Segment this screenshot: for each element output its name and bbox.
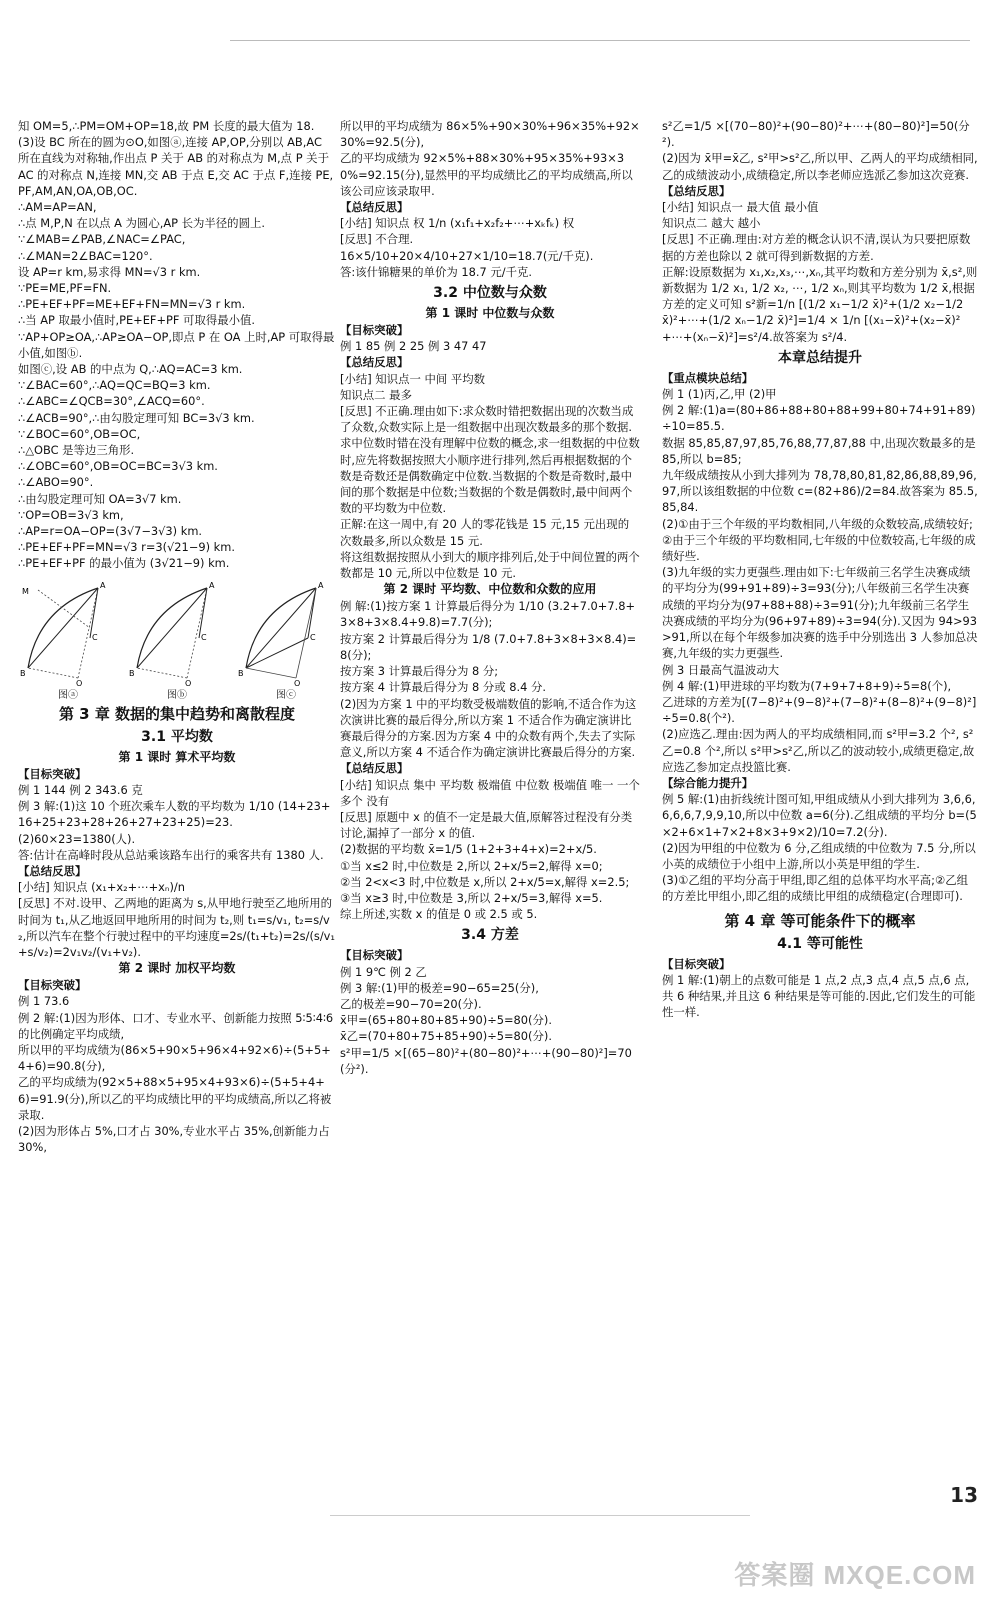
text-line: 例 2 解:(1)因为形体、口才、专业水平、创新能力按照 5∶5∶4∶6 的比例确定平均成绩,	[18, 1010, 334, 1041]
text-line: ∴∠ACB=90°,∴由勾股定理可知 BC=3√3 km.	[18, 410, 255, 425]
text-line: x̄甲=(65+80+80+85+90)÷5=80(分).	[340, 1013, 552, 1028]
section-tag: 【总结反思】	[340, 761, 409, 776]
text-line: ∴∠MAN=2∠BAC=120°.	[18, 248, 153, 263]
section-tag: 【综合能力提升】	[662, 775, 754, 790]
figure-a-diagram	[18, 578, 118, 686]
svg-text:A: A	[100, 580, 106, 590]
text-line: 正解:设原数据为 x₁,x₂,x₃,⋯,xₙ,其平均数和方差分别为 x̄,s²,则新数据为 1/2 x₁, 1/2 x₂, ⋯, 1/2 xₙ,则其平均数为 1/2 x̄,根据方差的定义可知 s²新=1/n [(1/2 x₁−1/2 x̄)²+(1/2 x₂−1/2 x̄)²+⋯+(1/2 xₙ−1/2 x̄)²]=1/4 × 1/n [(x₁−x̄)²+(x₂−x̄)²+⋯+(xₙ−x̄)²]=s²/4.故答案为 s²/4.	[662, 264, 978, 344]
text-line: ∴AM=AP=AN,	[18, 200, 97, 215]
section-3-1-title: 3.1 平均数	[141, 728, 213, 745]
text-line: (3)①乙组的平均分高于甲组,即乙组的总体平均水平高;②乙组的方差比甲组小,即乙组的成绩比甲组的成绩稳定(合理即可).	[662, 873, 969, 904]
section-tag: 【总结反思】	[662, 183, 731, 198]
svg-text:B: B	[129, 668, 135, 678]
text-line: (2)因为甲组的中位数为 6 分,乙组成绩的中位数为 7.5 分,所以小英的成绩位于小组中上游,所以小英是甲组的学生.	[662, 840, 976, 871]
text-line: (2)因为 x̄甲=x̄乙, s²甲>s²乙,所以甲、乙两人的平均成绩相同,乙的成绩波动小,成绩稳定,所以李老师应选派乙参加这次竞赛.	[662, 151, 978, 182]
text-line: ∵PE=ME,PF=FN.	[18, 281, 112, 296]
text-line: ∴点 M,P,N 在以点 A 为圆心,AP 长为半径的圆上.	[18, 216, 265, 231]
text-line: [反思] 不正确.理由:对方差的概念认识不清,误认为只要把原数据的方差也除以 2 就可得到新数据的方差.	[662, 232, 971, 263]
text-line: 正解:在这一周中,有 20 人的零花钱是 15 元,15 元出现的次数最多,所以众数是 15 元.	[340, 517, 630, 548]
svg-text:B: B	[20, 668, 26, 678]
text-line: 所以甲的平均成绩为(86×5+90×5+96×4+92×6)÷(5+5+4+6)=90.8(分),	[18, 1042, 331, 1074]
svg-text:A: A	[318, 580, 324, 590]
text-line: 按方案 3 计算最后得分为 8 分;	[340, 664, 499, 679]
text-line: 乙的平均成绩为(92×5+88×5+95×4+93×6)÷(5+5+4+6)=91.9(分),所以乙的平均成绩比甲的平均成绩高,所以乙将被录取.	[18, 1075, 332, 1122]
text-line: 乙的极差=90−70=20(分).	[340, 996, 482, 1011]
figure-c-diagram	[236, 578, 336, 686]
svg-text:B: B	[238, 668, 244, 678]
text-line: ∴AP=r=OA−OP=(3√7−3√3) km.	[18, 524, 203, 539]
text-line: (2)应选乙.理由:因为两人的平均成绩相同,而 s²甲=3.2 个², s²乙=0.8 个²,所以 s²甲>s²乙,所以乙的波动较小,成绩更稳定,故应选乙参加定点投篮比赛.	[662, 727, 975, 774]
section-tag: 【总结反思】	[340, 200, 409, 215]
svg-text:C: C	[92, 632, 98, 642]
text-line: ∴△OBC 是等边三角形.	[18, 443, 135, 458]
text-line: ∵AP+OP≥OA,∴AP≥OA−OP,即点 P 在 OA 上时,AP 可取得最小值,如图ⓑ.	[18, 329, 335, 360]
text-line: [反思] 不合理.	[340, 232, 414, 247]
text-line: s²甲=1/5 ×[(65−80)²+(80−80)²+⋯+(90−80)²]=70(分²).	[340, 1045, 632, 1076]
svg-text:C: C	[201, 632, 207, 642]
section-tag: 【总结反思】	[18, 863, 87, 878]
text-line: 例 1 73.6	[18, 994, 70, 1009]
text-line: s²乙=1/5 ×[(70−80)²+(90−80)²+⋯+(80−80)²]=50(分²).	[662, 119, 970, 150]
text-line: 16×5/10+20×4/10+27×1/10=18.7(元/千克).	[340, 248, 594, 263]
text-line: 知识点二 最多	[340, 387, 412, 402]
text-line: [反思] 原题中 x 的值不一定是最大值,原解答过程没有分类讨论,漏掉了一部分 x 的值.	[340, 809, 633, 841]
text-line: 例 1 144 例 2 343.6 克	[18, 782, 143, 797]
text-line: ∴PE+EF+PF 的最小值为 (3√21−9) km.	[18, 556, 230, 571]
text-line: [小结] 知识点一 最大值 最小值	[662, 200, 819, 215]
text-line: [小结] 知识点 (x₁+x₂+⋯+xₙ)/n	[18, 880, 185, 895]
text-line: 九年级成绩按从小到大排列为 78,78,80,81,82,86,88,89,96,97,所以该组数据的中位数 c=(82+86)/2=84.故答案为 85.5,85,84.	[662, 468, 978, 515]
text-line: ∵∠BOC=60°,OB=OC,	[18, 426, 141, 441]
text-line: 例 1 解:(1)朝上的点数可能是 1 点,2 点,3 点,4 点,5 点,6 点,共 6 种结果,并且这 6 种结果是等可能的.因此,它们发生的可能性一样.	[662, 972, 976, 1020]
svg-text:O: O	[185, 678, 192, 686]
text-line: 求中位数时错在没有理解中位数的概念,求一组数据的中位数时,应先将数据按照大小顺序进行排列,然后再根据数据的个数是奇数还是偶数确定中位数.当数据的个数是奇数时,最中间的那个数据是中位数;当数据的个数是偶数时,最中间两个数的平均数为中位数.	[340, 436, 640, 516]
text-line: 如图ⓒ,设 AB 的中点为 Q,∴AQ=AC=3 km.	[18, 362, 243, 377]
text-line: (2)①由于三个年级的平均数相同,八年级的众数较高,成绩较好;②由于三个年级的平均数相同,七年级的中位数较高,七年级的成绩好些.	[662, 516, 976, 564]
text-line: 综上所述,实数 x 的值是 0 或 2.5 或 5.	[340, 907, 538, 922]
text-line: 按方案 4 计算最后得分为 8 分或 8.4 分.	[340, 680, 547, 695]
chapter-4-title: 第 4 章 等可能条件下的概率	[724, 911, 916, 930]
text-line: 知 OM=5,∴PM=OM+OP=18,故 PM 长度的最大值为 18.	[18, 119, 315, 133]
text-line: 将这组数据按照从小到大的顺序排列后,处于中间位置的两个数都是 10 元,所以中位数是 10 元.	[340, 549, 640, 581]
text-line: 例 3 解:(1)这 10 个班次乘车人数的平均数为 1/10 (14+23+16+25+23+28+26+27+23+25)=23.	[18, 799, 331, 830]
svg-text:O: O	[294, 678, 301, 686]
page-number: 13	[950, 1483, 978, 1507]
section-3-4-title: 3.4 方差	[461, 927, 519, 944]
svg-text:A: A	[209, 580, 215, 590]
figure-c	[236, 578, 336, 701]
text-line: 所以甲的平均成绩为 86×5%+90×30%+96×35%+92×30%=92.5(分),	[340, 119, 640, 150]
section-tag: 【重点模块总结】	[662, 370, 754, 385]
section-tag: 【目标突破】	[18, 766, 87, 781]
text-line: 例 解:(1)按方案 1 计算最后得分为 1/10 (3.2+7.0+7.8+3×8+3×8.4+9.8)=7.7(分);	[340, 599, 636, 630]
lesson-1-title: 第 1 课时 算术平均数	[118, 749, 236, 764]
text-line: 答:该什锦糖果的单价为 18.7 元/千克.	[340, 264, 532, 279]
text-line: 数据 85,85,87,97,85,76,88,77,87,88 中,出现次数最多的是 85,所以 b=85;	[662, 435, 976, 466]
lesson-3-2-2-title: 第 2 课时 平均数、中位数和众数的应用	[383, 582, 597, 597]
bottom-rule	[330, 1515, 750, 1516]
text-line: 按方案 2 计算最后得分为 1/8 (7.0+7.8+3×8+3×8.4)=8(分);	[340, 631, 637, 662]
text-line: ∵∠BAC=60°,∴AQ=QC=BQ=3 km.	[18, 378, 211, 393]
text-line: (2)数据的平均数 x̄=1/5 (1+2+3+4+x)=2+x/5.	[340, 842, 597, 857]
figure-b-diagram	[127, 578, 227, 686]
watermark: 答案圈 MXQE.COM	[734, 1560, 976, 1590]
text-line: ③当 x≥3 时,中位数是 3,所以 2+x/5=3,解得 x=5.	[340, 890, 603, 905]
text-line: (3)设 BC 所在的圆为⊙O,如图ⓐ,连接 AP,OP,分别以 AB,AC 所在直线为对称轴,作出点 P 关于 AB 的对称点为 M,点 P 关于 AC 的对称点 N,连接 MN,交 AB 于点 E,交 AC 于点 F,连接 PE,PF,AM,AN,OA,OB,OC.	[18, 135, 334, 198]
text-line: ∵∠MAB=∠PAB,∠NAC=∠PAC,	[18, 232, 186, 247]
text-line: 例 3 日最高气温波动大	[662, 662, 780, 677]
section-tag: 【目标突破】	[662, 956, 731, 971]
text-line: 例 2 解:(1)a=(80+86+88+80+88+99+80+74+91+89)÷10=85.5.	[662, 403, 976, 434]
text-line: 知识点二 越大 越小	[662, 216, 761, 231]
text-line: (3)九年级的实力更强些.理由如下:七年级前三名学生决赛成绩的平均分为(99+91+89)÷3=93(分);八年级前三名学生决赛成绩的平均分为(97+88+88)÷3=91(分);九年级前三名学生决赛成绩的平均分为(96+97+89)÷3=94(分).又因为 94>93>91,所以在每个年级参加决赛的选手中分别选出 3 人参加总决赛,九年级的实力更强些.	[662, 565, 978, 661]
text-line: [小结] 知识点一 中间 平均数	[340, 371, 486, 386]
section-tag: 【目标突破】	[340, 948, 409, 963]
figure-a	[18, 578, 118, 701]
text-line: (2)因为形体占 5%,口才占 30%,专业水平占 35%,创新能力占 30%,	[18, 1123, 330, 1155]
text-line: ②当 2<x<3 时,中位数是 x,所以 2+x/5=x,解得 x=2.5;	[340, 874, 630, 889]
svg-text:C: C	[310, 632, 316, 642]
text-line: ∴∠ABC=∠QCB=30°,∠ACQ=60°.	[18, 394, 205, 409]
text-line: x̄乙=(70+80+75+85+90)÷5=80(分).	[340, 1029, 552, 1044]
svg-text:M: M	[22, 586, 29, 596]
figure-b-caption: 图ⓑ	[167, 689, 187, 701]
text-line: (2)60×23=1380(人).	[18, 831, 136, 846]
top-rule	[230, 40, 970, 41]
text-line: (2)因为方案 1 中的平均数受极端数值的影响,不适合作为这次演讲比赛的最后得分,所以方案 1 不适合作为确定演讲比赛最后得分的方案.因为方案 4 中的众数有两个,失去了实际意义,所以方案 4 不适合作为确定演讲比赛最后得分的方案.	[340, 696, 637, 760]
lesson-2-title: 第 2 课时 加权平均数	[118, 961, 236, 976]
text-line: 例 1 9℃ 例 2 乙	[340, 964, 427, 979]
text-line: ①当 x≤2 时,中位数是 2,所以 2+x/5=2,解得 x=0;	[340, 858, 603, 873]
text-line: ∴PE+EF+PF=ME+EF+FN=MN=√3 r km.	[18, 297, 246, 312]
section-tag: 【目标突破】	[18, 978, 87, 993]
section-tag: 【总结反思】	[340, 355, 409, 370]
text-line: [小结] 知识点 权 1/n (x₁f₁+x₂f₂+⋯+xₖfₖ) 权	[340, 216, 575, 231]
text-line: 乙的平均成绩为 92×5%+88×30%+95×35%+93×30%=92.15(分),显然甲的平均成绩比乙的平均成绩高,所以该公司应该录取甲.	[340, 151, 633, 198]
chapter-3-title: 第 3 章 数据的集中趋势和离散程度	[58, 704, 296, 723]
lesson-3-2-1-title: 第 1 课时 中位数与众数	[425, 306, 555, 321]
text-line: ∵OP=OB=3√3 km,	[18, 507, 124, 522]
text-line: 例 4 解:(1)甲进球的平均数为(7+9+7+8+9)÷5=8(个),	[662, 678, 952, 693]
chapter-summary-title: 本章总结提升	[778, 349, 862, 366]
figure-c-caption: 图ⓒ	[276, 689, 296, 701]
text-line: ∴PE+EF+PF=MN=√3 r=3(√21−9) km.	[18, 540, 235, 555]
svg-text:O: O	[76, 678, 83, 686]
text-line: 例 3 解:(1)甲的极差=90−65=25(分),	[340, 980, 539, 995]
column-middle	[340, 118, 640, 1077]
text-line: [反思] 不正确.理由如下:求众数时错把数据出现的次数当成了众数,众数实际上是一组数据中出现次数最多的那个数据.	[340, 404, 634, 435]
column-left	[18, 118, 336, 1155]
text-line: 乙进球的方差为[(7−8)²+(9−8)²+(7−8)²+(8−8)²+(9−8)²]÷5=0.8(个²).	[662, 694, 977, 726]
text-line: [反思] 不对.设甲、乙两地的距离为 s,从甲地行驶至乙地所用的时间为 t₁,从乙地返回甲地所用的时间为 t₂,则 t₁=s/v₁, t₂=s/v₂,所以汽车在整个行驶过程中的平均速度=2s/(t₁+t₂)=2s/(s/v₁+s/v₂)=2v₁v₂/(v₁+v₂).	[18, 896, 335, 959]
section-tag: 【目标突破】	[340, 323, 409, 338]
section-3-2-title: 3.2 中位数与众数	[433, 285, 547, 302]
section-4-1-title: 4.1 等可能性	[777, 935, 863, 952]
text-line: 答:估计在高峰时段从总站乘该路车出行的乘客共有 1380 人.	[18, 847, 324, 862]
figure-a-caption: 图ⓐ	[58, 689, 78, 701]
geometry-figures	[18, 578, 336, 701]
text-line: ∴当 AP 取最小值时,PE+EF+PF 可取得最小值.	[18, 313, 256, 328]
text-line: 例 1 85 例 2 25 例 3 47 47	[340, 339, 487, 354]
text-line: 例 5 解:(1)由折线统计图可知,甲组成绩从小到大排列为 3,6,6,6,6,6,7,9,9,10,所以中位数 a=6(分).乙组成绩的平均分 b=(5×2+6×1+7×2+8×3+9×2)/10=7.2(分).	[662, 792, 977, 839]
text-line: [小结] 知识点 集中 平均数 极端值 中位数 极端值 唯一 一个 多个 没有	[340, 777, 640, 808]
text-line: 设 AP=r km,易求得 MN=√3 r km.	[18, 264, 201, 279]
text-line: ∴∠OBC=60°,OB=OC=BC=3√3 km.	[18, 459, 218, 474]
text-line: ∴由勾股定理可知 OA=3√7 km.	[18, 491, 182, 506]
column-right	[662, 118, 978, 1020]
text-line: 例 1 (1)丙,乙,甲 (2)甲	[662, 387, 777, 402]
figure-b	[127, 578, 227, 701]
text-line: ∴∠ABO=90°.	[18, 475, 94, 490]
